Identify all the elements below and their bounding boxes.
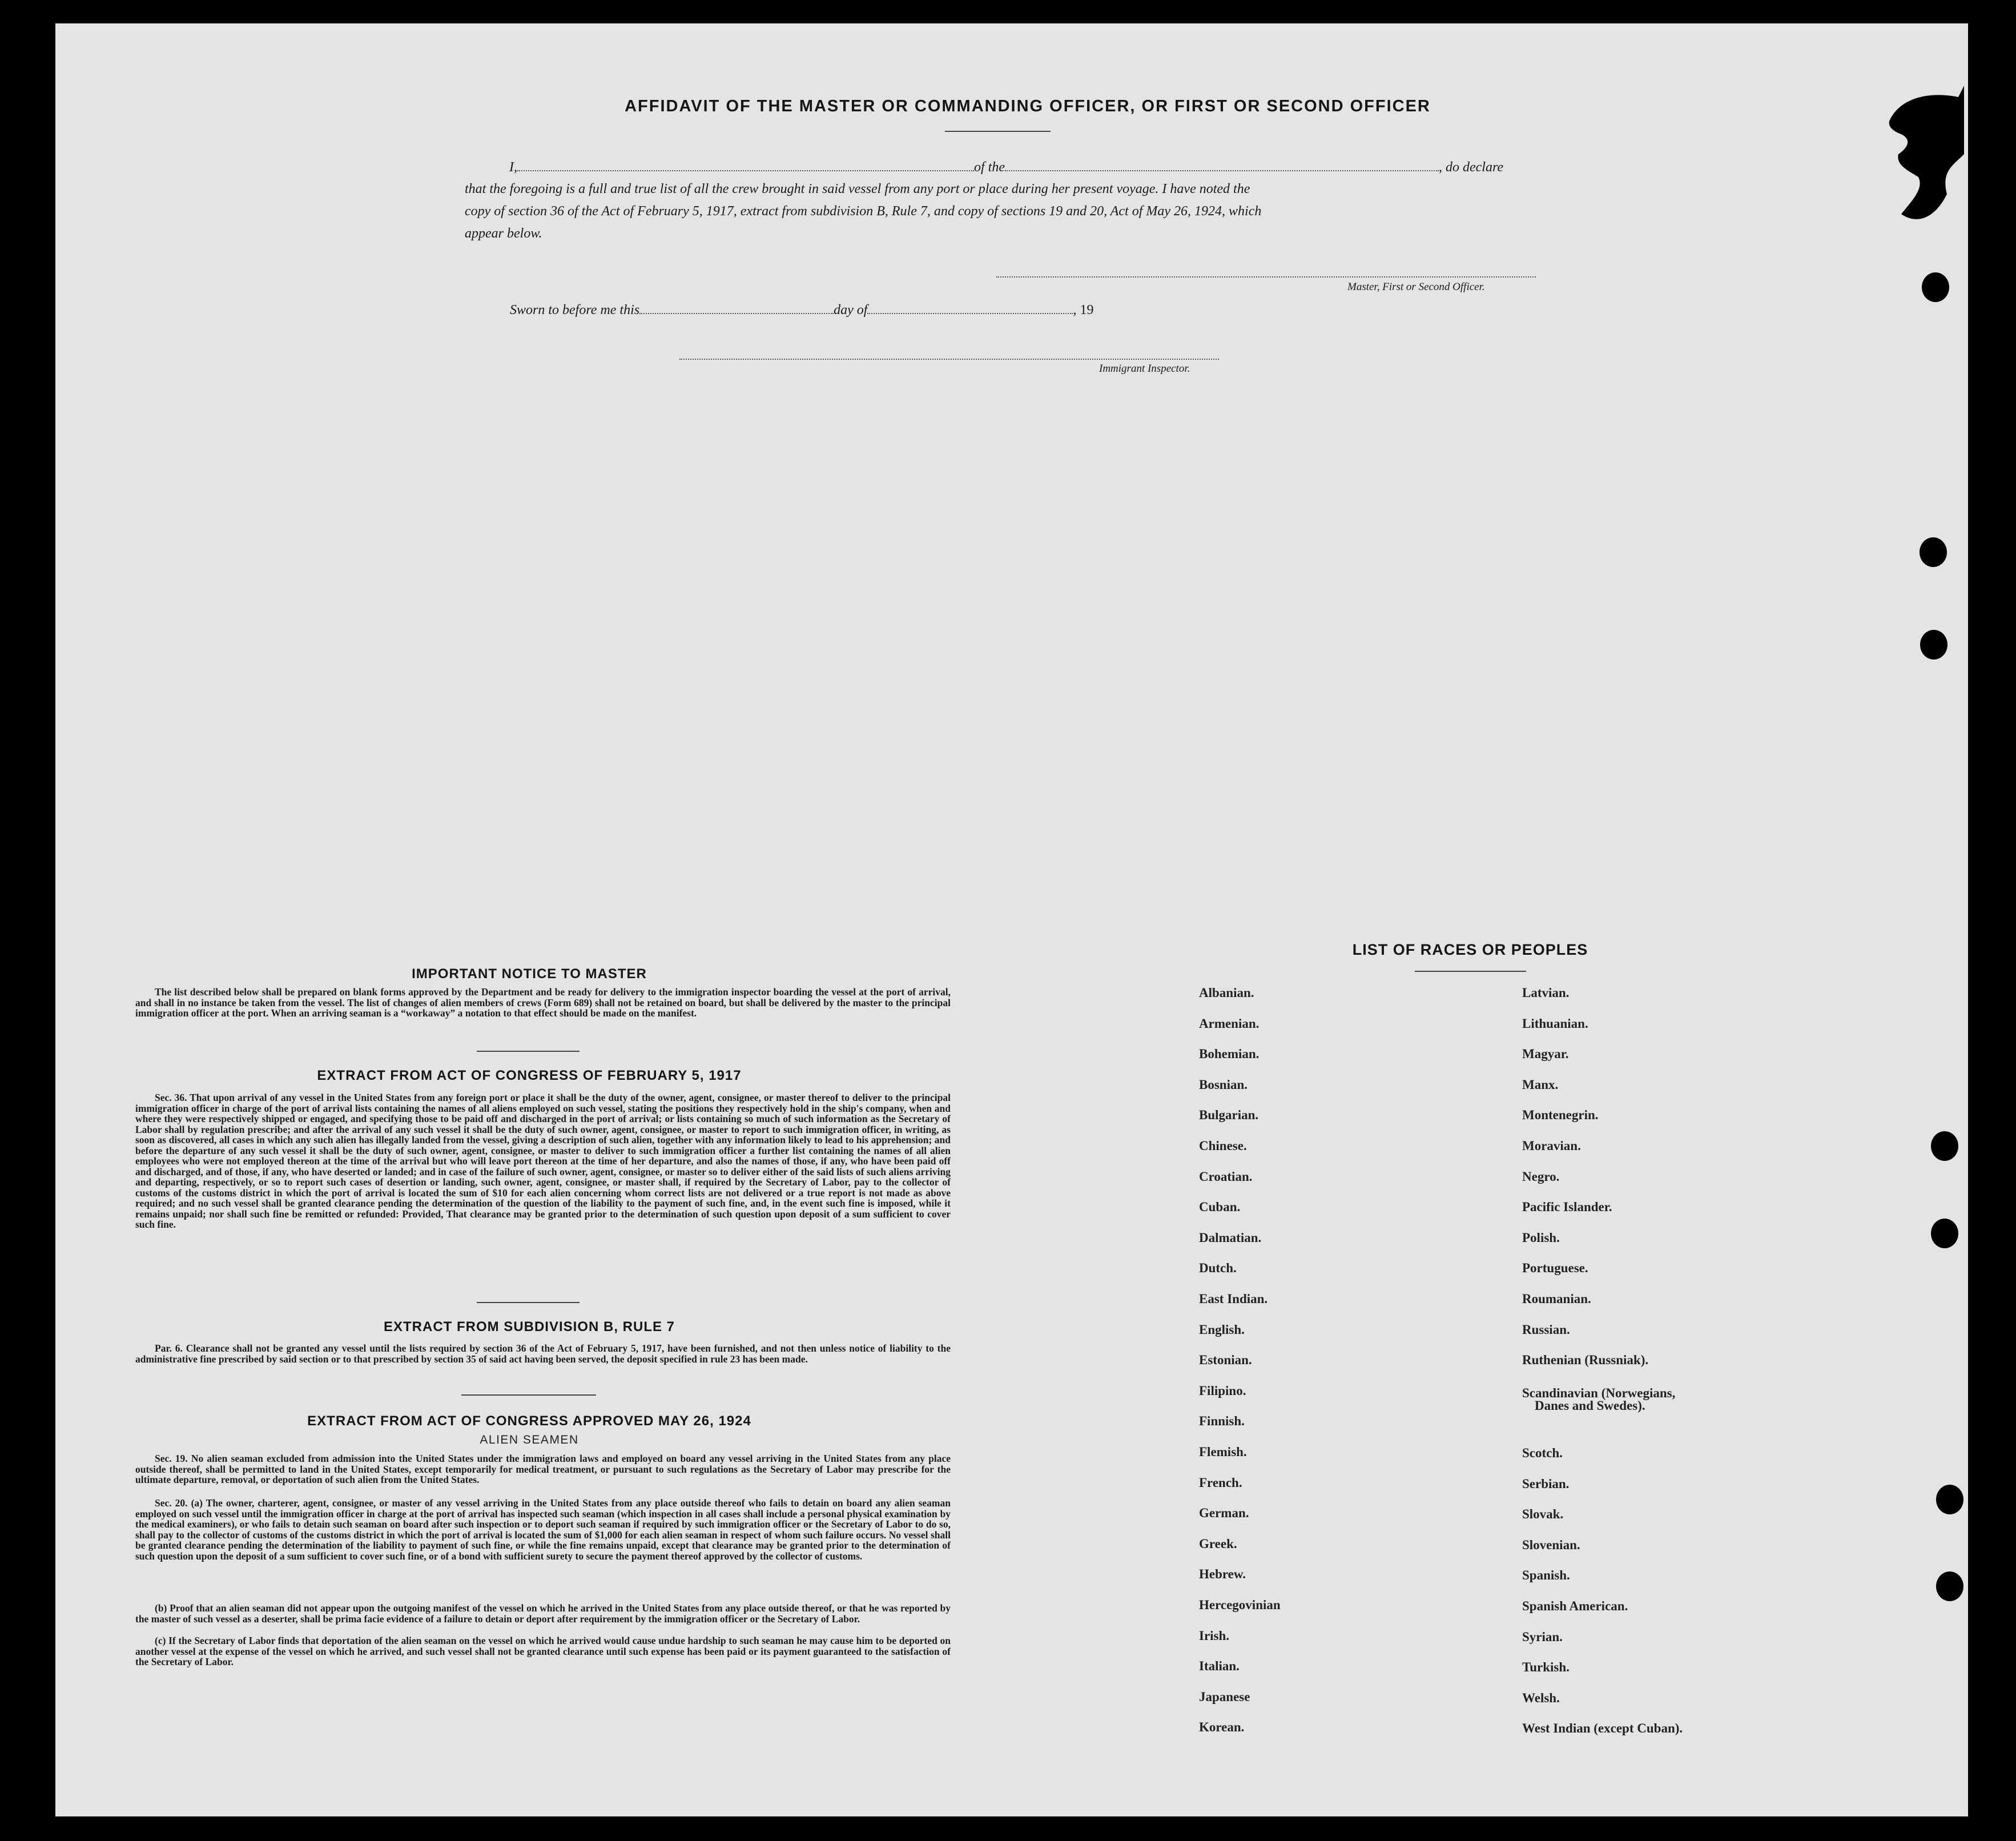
name-blank[interactable]: [517, 160, 974, 171]
notice-title: IMPORTANT NOTICE TO MASTER: [412, 966, 647, 982]
race-item: Bosnian.: [1199, 1077, 1248, 1092]
race-item: Italian.: [1199, 1659, 1240, 1674]
rule-7-title: EXTRACT FROM SUBDIVISION B, RULE 7: [383, 1319, 675, 1334]
title-underline: [945, 131, 1051, 132]
race-item: Roumanian.: [1522, 1292, 1591, 1306]
race-item: Dalmatian.: [1199, 1230, 1262, 1245]
rule-7-text: Par. 6. Clearance shall not be granted any vessel until the lists required by section 36 of the Act of February 5, 1917, have been furnished, and not then unless notice of liability to the administrative fine prescribed by said section or to that prescribed by section 35 of said act having been served, the deposit specified in rule 23 has been made.: [135, 1342, 951, 1365]
race-item: Manx.: [1522, 1077, 1559, 1092]
affidavit-line-4: appear below.: [465, 226, 542, 241]
affidavit-line-1: [509, 160, 1503, 175]
act-1917-title: EXTRACT FROM ACT OF CONGRESS OF FEBRUARY 5, 1917: [317, 1068, 742, 1083]
master-signature-line[interactable]: [996, 266, 1536, 278]
race-item: Serbian.: [1522, 1476, 1570, 1491]
inspector-signature-line[interactable]: [679, 348, 1219, 360]
divider: [477, 1051, 580, 1052]
race-item: Spanish.: [1522, 1568, 1570, 1583]
day-of-label: day of: [834, 303, 868, 317]
race-item: Hercegovinian: [1199, 1598, 1281, 1612]
race-item: Greek.: [1199, 1536, 1237, 1551]
i-label: I,: [509, 160, 517, 175]
sworn-day-blank[interactable]: [639, 303, 834, 314]
race-item: Magyar.: [1522, 1047, 1569, 1062]
race-item: Moravian.: [1522, 1139, 1581, 1153]
race-item: Russian.: [1522, 1322, 1570, 1337]
binder-hole: [1936, 1485, 1963, 1514]
race-item: Ruthenian (Russniak).: [1522, 1353, 1649, 1368]
race-item: English.: [1199, 1322, 1245, 1337]
sec-20c-text: (c) If the Secretary of Labor finds that deportation of the alien seaman on the vessel on which he arrived would cause undue hardship to such seaman he may cause him to be deported on another vessel at the expense of the vessel on which he arrived, and such vessel shall not be granted clearance until such expense has been paid or its payment guaranteed to the satisfaction of the Secretary of Labor.: [135, 1635, 951, 1667]
race-item: Lithuanian.: [1522, 1016, 1588, 1031]
binder-hole: [1922, 272, 1949, 302]
race-item: Japanese: [1199, 1689, 1250, 1704]
race-item: Bohemian.: [1199, 1047, 1260, 1062]
affidavit-line-3: copy of section 36 of the Act of February 5, 1917, extract from subdivision B, Rule 7, and copy of sections 19 and 20, Act of May 26, 1924, which: [465, 204, 1262, 219]
act-1924-subtitle: ALIEN SEAMEN: [480, 1433, 579, 1446]
sworn-label: Sworn to before me this: [510, 303, 640, 317]
race-item: Turkish.: [1522, 1660, 1570, 1675]
act-1924-title: EXTRACT FROM ACT OF CONGRESS APPROVED MAY 26, 1924: [307, 1413, 751, 1429]
race-item: Montenegrin.: [1522, 1108, 1599, 1123]
binder-hole: [1920, 537, 1947, 567]
sworn-line: [510, 303, 1093, 318]
race-item: Chinese.: [1199, 1139, 1247, 1153]
race-item: Flemish.: [1199, 1445, 1247, 1459]
vessel-blank[interactable]: [1005, 160, 1439, 171]
race-item: Latvian.: [1522, 986, 1570, 1000]
race-item: Bulgarian.: [1199, 1108, 1259, 1123]
race-item: Finnish.: [1199, 1414, 1245, 1429]
year-label: , 19: [1073, 303, 1094, 317]
race-item: German.: [1199, 1506, 1249, 1521]
race-item: Welsh.: [1522, 1690, 1560, 1705]
master-caption: Master, First or Second Officer.: [1347, 281, 1485, 293]
binder-hole: [1931, 1131, 1958, 1161]
sec-19-text: Sec. 19. No alien seaman excluded from admission into the United States under the immigration laws and employed on board any vessel arriving in the United States from any place outside thereof, shall be permitted to land in the United States, except temporarily for medical treatment, or pursuant to such regulations as the Secretary of Labor may prescribe for the ultimate departure, removal, or deportation of such alien from the United States.: [135, 1453, 951, 1485]
binder-hole: [1936, 1571, 1963, 1601]
race-item: Scotch.: [1522, 1446, 1563, 1460]
act-1917-text: Sec. 36. That upon arrival of any vessel in the United States from any foreign port or place it shall be the duty of the owner, agent, consignee, or master thereof to deliver to the principal immigration officer in charge of the port of arrival lists containing the names of all aliens employed on such vessel, stating the positions they respectively hold in the ship's company, when and where they were respectively shipped or engaged, and specifying those to be paid off and discharged in the port of arrival; or lists containing so much of such information as the Secretary of Labor shall by regulation prescribe; and after the arrival of any such vessel it shall be the duty of such owner, agent, consignee, or master to report to such immigration officer, in writing, as soon as discovered, all cases in which any such alien has illegally landed from the vessel, giving a description of such alien, together with any information likely to lead to his apprehension; and before the departure of any such vessel it shall be the duty of such owner, agent, consignee, or master to deliver to such immigration officer a further list containing the names of all alien employees who were not employed thereon at the time of the arrival but who will leave port thereon at the time of her departure, and also the names of those, if any, who have been paid off and discharged, and of those, if any, who have deserted or landed; and in case of the failure of such owner, agent, consignee, or master so to deliver either of the said lists of such aliens arriving and departing, respectively, or so to report such cases of desertion or landing, such owner, agent, consignee, or master shall, if required by the Secretary of Labor, pay to the collector of customs of the customs district in which the port of arrival is located the sum of $10 for each alien concerning whom correct lists are not delivered or a true report is not made as above required; and no such vessel shall be granted clearance pending the determination of the question of the liability to the payment of such fine, and, in the event such fine is imposed, while it remains unpaid; nor shall such fine be remitted or refunded: Provided, That clearance may be granted prior to the determination of such question upon deposit of a sum sufficient to cover such fine.: [135, 1092, 951, 1230]
race-item: Danes and Swedes).: [1535, 1398, 1645, 1413]
notice-text: The list described below shall be prepared on blank forms approved by the Department and be ready for delivery to the immigration inspector boarding the vessel at the port of arrival, and shall in no instance be taken from the vessel. The list of changes of alien members of crews (Form 689) shall not be retained on board, but shall be delivered by the master to the principal immigration officer at the port. When an arriving seaman is a “workaway” a notation to that effect should be made on the manifest.: [135, 986, 951, 1019]
race-item: West Indian (except Cuban).: [1522, 1721, 1683, 1736]
race-item: Scandinavian (Norwegians,: [1522, 1385, 1676, 1400]
race-item: French.: [1199, 1475, 1242, 1490]
divider: [461, 1394, 596, 1396]
race-item: Estonian.: [1199, 1353, 1252, 1368]
races-title: LIST OF RACES OR PEOPLES: [1352, 941, 1588, 958]
do-declare-label: , do declare: [1439, 160, 1504, 175]
binder-hole: [1931, 1219, 1958, 1248]
divider: [477, 1302, 580, 1303]
race-item: Dutch.: [1199, 1261, 1237, 1276]
affidavit-line-2: that the foregoing is a full and true list of all the crew brought in said vessel from any port or place during her present voyage. I have noted the: [465, 182, 1250, 196]
of-the-label: of the: [974, 160, 1005, 175]
sec-20a-text: Sec. 20. (a) The owner, charterer, agent, consignee, or master of any vessel arriving in the United States from any place outside thereof who fails to detain on board any alien seaman employed on such vessel until the immigration officer in charge at the port of arrival has inspected such seaman (which inspection in all cases shall include a personal physical examination by the medical examiners), or who fails to detain such seaman on board after such inspection or to deport such seaman if required by such immigration officer or the Secretary of Labor to do so, shall pay to the collector of customs of the customs district in which the port of arrival is located the sum of $1,000 for each alien seaman in respect of whom such failure occurs. No vessel shall be granted clearance pending the determination of the liability to payment of such fine, or while the fine remains unpaid, except that clearance may be granted prior to the determination of such question upon the deposit of a sum sufficient to cover such fine, or of a bond with sufficient surety to secure the payment thereof approved by the collector of customs.: [135, 1497, 951, 1562]
race-item: Armenian.: [1199, 1016, 1260, 1031]
race-item: Hebrew.: [1199, 1567, 1246, 1582]
race-item: Irish.: [1199, 1628, 1230, 1643]
race-item: Polish.: [1522, 1230, 1560, 1245]
race-item: Portuguese.: [1522, 1261, 1588, 1276]
sec-20b-text: (b) Proof that an alien seaman did not appear upon the outgoing manifest of the vessel on which he arrived in the United States from any place outside thereof, or that he was reported by the master of such vessel as a deserter, shall be prima facie evidence of a failure to detain or deport after requirement by the immigration officer or the Secretary of Labor.: [135, 1602, 951, 1625]
race-item: Slovak.: [1522, 1507, 1564, 1522]
ink-blot-shape: [1878, 86, 1964, 234]
race-item: Filipino.: [1199, 1383, 1246, 1398]
races-title-underline: [1415, 971, 1526, 972]
race-item: Negro.: [1522, 1169, 1560, 1184]
race-item: Syrian.: [1522, 1629, 1563, 1644]
race-item: East Indian.: [1199, 1292, 1268, 1306]
sworn-month-blank[interactable]: [867, 303, 1073, 314]
race-item: Korean.: [1199, 1720, 1245, 1735]
binder-hole: [1920, 630, 1947, 660]
race-item: Cuban.: [1199, 1200, 1241, 1215]
race-item: Albanian.: [1199, 986, 1254, 1000]
race-item: Croatian.: [1199, 1169, 1253, 1184]
affidavit-title: AFFIDAVIT OF THE MASTER OR COMMANDING OFFICER, OR FIRST OR SECOND OFFICER: [625, 97, 1431, 115]
race-item: Spanish American.: [1522, 1599, 1628, 1613]
inspector-caption: Immigrant Inspector.: [1099, 363, 1190, 375]
race-item: Slovenian.: [1522, 1537, 1580, 1552]
race-item: Pacific Islander.: [1522, 1200, 1612, 1215]
